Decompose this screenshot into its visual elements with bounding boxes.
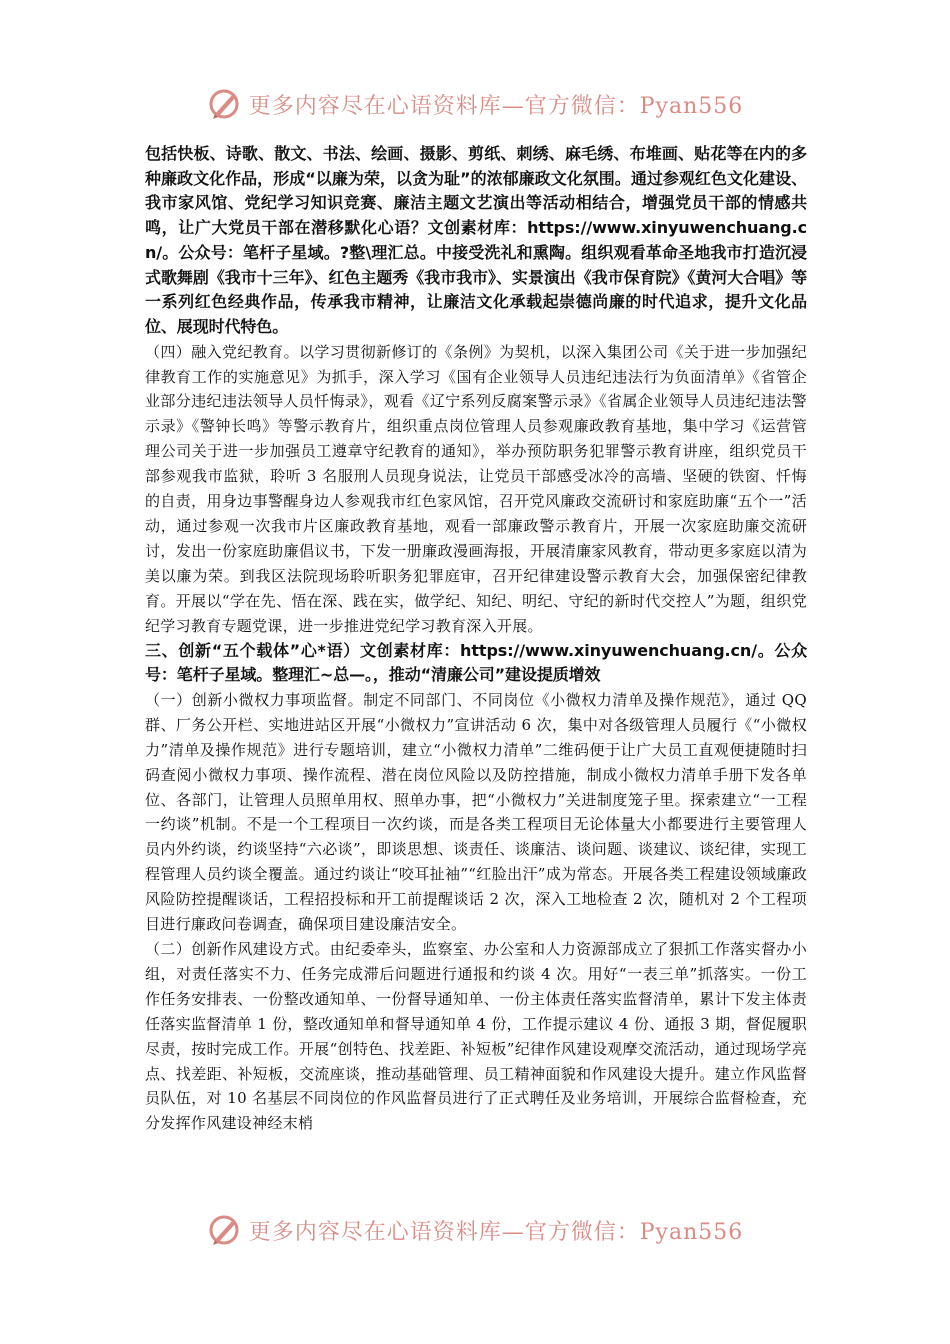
paragraph-culture-works: 包括快板、诗歌、散文、书法、绘画、摄影、剪纸、刺绣、麻毛绣、布堆画、贴花等在内的多种廉政文化作品，形成“以廉为荣，以贪为耻”的浓郁廉政文化氛围。通过参观红色文化建设、我市家风馆、党纪学习知识竞赛、廉洁主题文艺演出等活动相结合，增强党员干部的情感共鸣，让广大党员干部在潜移默化心语？文创素材库：https://www.xinyuwenchuang.cn/。公众号：笔杆子星域。?整\理汇总。中接受洗礼和熏陶。组织观看革命圣地我市打造沉浸式歌舞剧《我市十三年》、红色主题秀《我市我市》、实景演出《我市保育院》《黄河大合唱》等一系列红色经典作品，传承我市精神，让廉洁文化承载起崇德尚廉的时代追求，提升文化品位、展现时代特色。 — [145, 144, 807, 336]
paragraph-party-discipline-education: （四）融入党纪教育。以学习贯彻新修订的《条例》为契机，以深入集团公司《关于进一步加强纪律教育工作的实施意见》为抓手，深入学习《国有企业领导人员违纪违法行为负面清单》《省管企业部分违纪违法领导人员忏悔录》，观看《辽宁系列反腐案警示录》《省属企业领导人员违纪违法警示录》《警钟长鸣》等警示教育片，组织重点岗位管理人员参观廉政教育基地，集中学习《运营管理公司关于进一步加强员工遵章守纪教育的通知》，举办预防职务犯罪警示教育讲座，组织党员干部参观我市监狱，聆听 3 名服刑人员现身说法，让党员干部感受冰冷的高墙、坚硬的铁窗、忏悔的自责，用身边事警醒身边人参观我市红色家风馆，召开党风廉政交流研讨和家庭助廉“五个一”活动，通过参观一次我市片区廉政教育基地，观看一部廉政警示教育片，开展一次家庭助廉交流研讨，发出一份家庭助廉倡议书，下发一册廉政漫画海报，开展清廉家风教育，带动更多家庭以清为美以廉为荣。到我区法院现场聆听职务犯罪庭审，召开纪律建设警示教育大会，加强保密纪律教育。开展以“学在先、悟在深、践在实，做学纪、知纪、明纪、守纪的新时代交控人”为题，组织党纪学习教育专题党课，进一步推进党纪学习教育深入开展。 — [145, 342, 807, 635]
pen-logo-icon — [207, 1212, 243, 1248]
footer-banner — [0, 1208, 950, 1252]
paragraph-work-style-construction: （二）创新作风建设方式。由纪委牵头，监察室、办公室和人力资源部成立了狠抓工作落实督办小组，对责任落实不力、任务完成滞后问题进行通报和约谈 4 次。用好“一表三单”抓落实。一份工作任务安排表、一份整改通知单、一份督导通知单、一份主体责任落实监督清单，累计下发主体责任落实监督清单 1 份，整改通知单和督导通知单 4 份，工作提示建议 4 份、通报 3 期，督促履职尽责，按时完成工作。开展“创特色、找差距、补短板”纪律作风建设观摩交流活动，通过现场学亮点、找差距、补短板，交流座谈，推动基础管理、员工精神面貌和作风建设大提升。建立作风监督员队伍，对 10 名基层不同岗位的作风监督员进行了正式聘任及业务培训，开展综合监督检查，充分发挥作风建设神经末梢 — [145, 939, 807, 1133]
footer-banner-text: 更多内容尽在心语资料库—官方微信：Pyan556 — [248, 1219, 744, 1245]
paragraph-micro-power-supervision: （一）创新小微权力事项监督。制定不同部门、不同岗位《小微权力清单及操作规范》，通过 QQ 群、厂务公开栏、实地进站区开展“小微权力”宣讲活动 6 次，集中对各级管理人员履行《“小微权力”清单及操作规范》进行专题培训，建立“小微权力清单”二维码便于让广大员工直观便捷随时扫码查阅小微权力事项、操作流程、潜在岗位风险以及防控措施，制成小微权力清单手册下发各单位、各部门，让管理人员照单用权、照单办事，把“小微权力”关进制度笼子里。探索建立“一工程一约谈”机制。不是一个工程项目一次约谈，而是各类工程项目无论体量大小都要进行主要管理人员内外约谈，约谈坚持“六必谈”，即谈思想、谈责任、谈廉洁、谈问题、谈建议、谈纪律，实现工程管理人员约谈全覆盖。通过约谈让“咬耳扯袖”“红脸出汗”成为常态。开展各类工程建设领域廉政风险防控提醒谈话，工程招投标和开工前提醒谈话 2 次，深入工地检查 2 次，随机对 2 个工程项目进行廉政问卷调查，确保项目建设廉洁安全。 — [145, 690, 807, 934]
section-heading-five-carriers: 三、创新“五个载体”心*语）文创素材库：https://www.xinyuwenchuang.cn/。公众号：笔杆子星域。整理汇~总—。，推动“清廉公司”建设提质增效 — [145, 640, 807, 685]
document-body — [145, 142, 807, 1136]
pen-logo-icon — [207, 86, 243, 122]
header-banner — [0, 82, 950, 126]
header-banner-text: 更多内容尽在心语资料库—官方微信：Pyan556 — [248, 93, 744, 119]
